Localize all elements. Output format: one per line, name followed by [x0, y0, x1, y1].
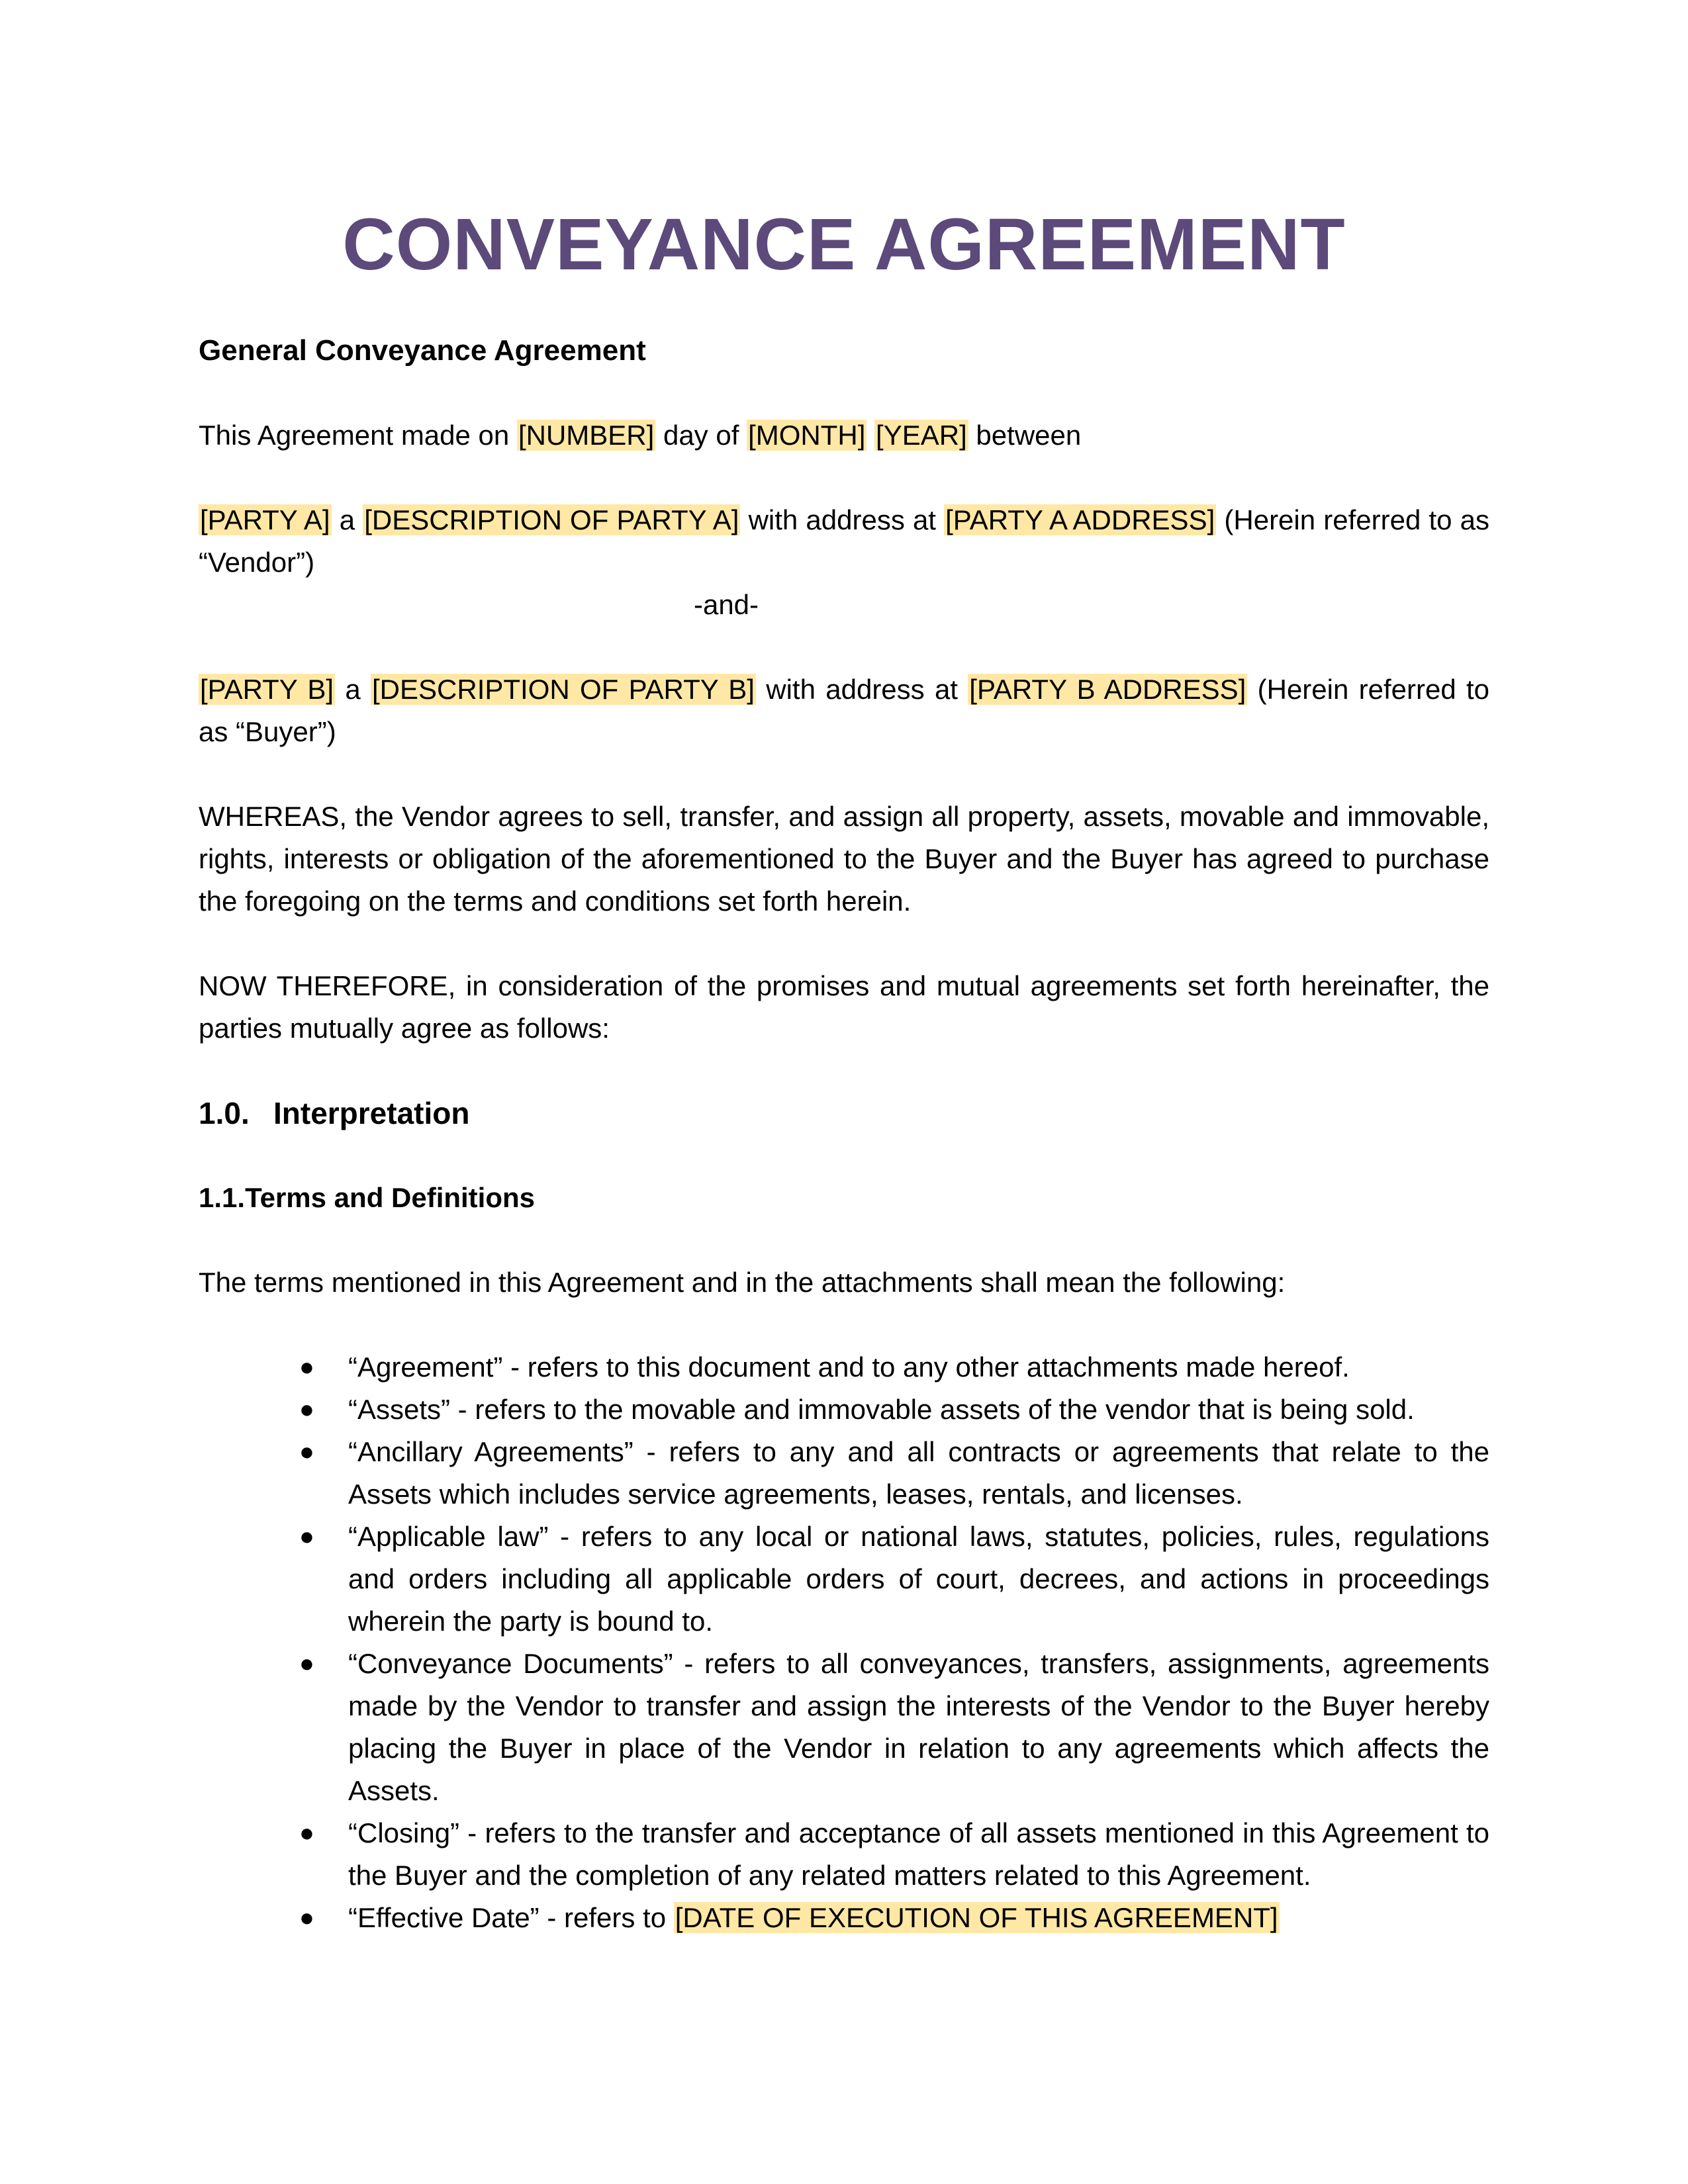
bullet-icon: ● [299, 1396, 314, 1424]
now-therefore-paragraph: NOW THEREFORE, in consideration of the promises and mutual agreements set forth hereinafter, the parties mutually agree as follows: [199, 970, 1489, 1044]
party-a-with-address: with address at [740, 504, 945, 535]
bullet-icon: ● [299, 1819, 314, 1847]
party-a-article: a [331, 504, 363, 535]
definition-text: “Conveyance Documents” - refers to all conveyances, transfers, assignments, agreements made by the Vendor to transfer and assign the interests of the Vendor to the Buyer hereby placing the Buyer in place of the Vendor in relation to any agreements which affects the Assets. [348, 1648, 1489, 1806]
party-b-name-placeholder[interactable]: [PARTY B] [200, 674, 334, 705]
list-item [199, 1388, 1489, 1431]
and-separator: -and- [693, 589, 759, 620]
definition-text: “Ancillary Agreements” - refers to any and all contracts or agreements that relate to the Assets which includes service agreements, leases, rentals, and licenses. [348, 1436, 1489, 1510]
section-1-heading [199, 1092, 1489, 1134]
effective-date-prefix: “Effective Date” - refers to [348, 1902, 674, 1933]
bullet-icon: ● [299, 1438, 314, 1466]
effective-date-placeholder[interactable]: [DATE OF EXECUTION OF THIS AGREEMENT] [675, 1902, 1278, 1933]
document-subtitle: General Conveyance Agreement [199, 334, 646, 367]
list-item [199, 1812, 1489, 1897]
document-body [199, 199, 1489, 1939]
intro-space [867, 420, 874, 451]
party-b-description-placeholder[interactable]: [DESCRIPTION OF PARTY B] [372, 674, 755, 705]
party-b-paragraph [199, 668, 1489, 753]
intro-day-of: day of [655, 420, 747, 451]
intro-prefix: This Agreement made on [199, 420, 517, 451]
list-item [199, 1897, 1489, 1939]
party-b-suffix: (Herein referred to as “Buyer”) [199, 674, 1490, 747]
bullet-icon: ● [299, 1353, 314, 1381]
intro-suffix: between [968, 420, 1082, 451]
list-item [199, 1346, 1489, 1388]
party-b-with-address: with address at [755, 674, 968, 705]
section-1-title: Interpretation [273, 1096, 470, 1130]
document-title: CONVEYANCE AGREEMENT [342, 204, 1346, 285]
party-a-address-placeholder[interactable]: [PARTY A ADDRESS] [945, 504, 1215, 535]
month-placeholder[interactable]: [MONTH] [748, 420, 866, 451]
list-item [199, 1643, 1489, 1812]
party-a-suffix: (Herein referred to as “Vendor”) [199, 504, 1489, 578]
section-1-1-title: Terms and Definitions [245, 1182, 536, 1213]
year-placeholder[interactable]: [YEAR] [876, 420, 967, 451]
section-1-number: 1.0. [199, 1096, 250, 1130]
whereas-paragraph: WHEREAS, the Vendor agrees to sell, transfer, and assign all property, assets, movable and immovable, rights, interests or obligation of the aforementioned to the Buyer and the Buyer has agreed to purchase the foregoing on the terms and conditions set forth herein. [199, 801, 1489, 917]
list-item [199, 1431, 1489, 1516]
number-placeholder[interactable]: [NUMBER] [518, 420, 655, 451]
section-1-1-heading [199, 1177, 1489, 1219]
party-a-description-placeholder[interactable]: [DESCRIPTION OF PARTY A] [364, 504, 739, 535]
party-b-address-placeholder[interactable]: [PARTY B ADDRESS] [969, 674, 1246, 705]
definition-text: “Assets” - refers to the movable and immovable assets of the vendor that is being sold. [348, 1394, 1415, 1425]
definition-text: “Agreement” - refers to this document and to any other attachments made hereof. [348, 1351, 1350, 1383]
party-a-name-placeholder[interactable]: [PARTY A] [200, 504, 330, 535]
list-item [199, 1516, 1489, 1643]
section-1-1-number: 1.1. [199, 1182, 246, 1213]
bullet-icon: ● [299, 1523, 314, 1551]
bullet-icon: ● [299, 1650, 314, 1678]
intro-paragraph [199, 414, 1489, 457]
definition-text: “Applicable law” - refers to any local or national laws, statutes, policies, rules, regulations and orders including all applicable orders of court, decrees, and actions in proceedings wherein the party is bound to. [348, 1521, 1489, 1637]
party-b-article: a [335, 674, 371, 705]
bullet-icon: ● [299, 1904, 314, 1932]
party-a-paragraph [199, 499, 1489, 584]
definitions-list [199, 1346, 1489, 1939]
definition-text: “Closing” - refers to the transfer and acceptance of all assets mentioned in this Agreement to the Buyer and the completion of any related matters related to this Agreement. [348, 1817, 1489, 1891]
terms-intro: The terms mentioned in this Agreement and in the attachments shall mean the following: [199, 1267, 1286, 1298]
